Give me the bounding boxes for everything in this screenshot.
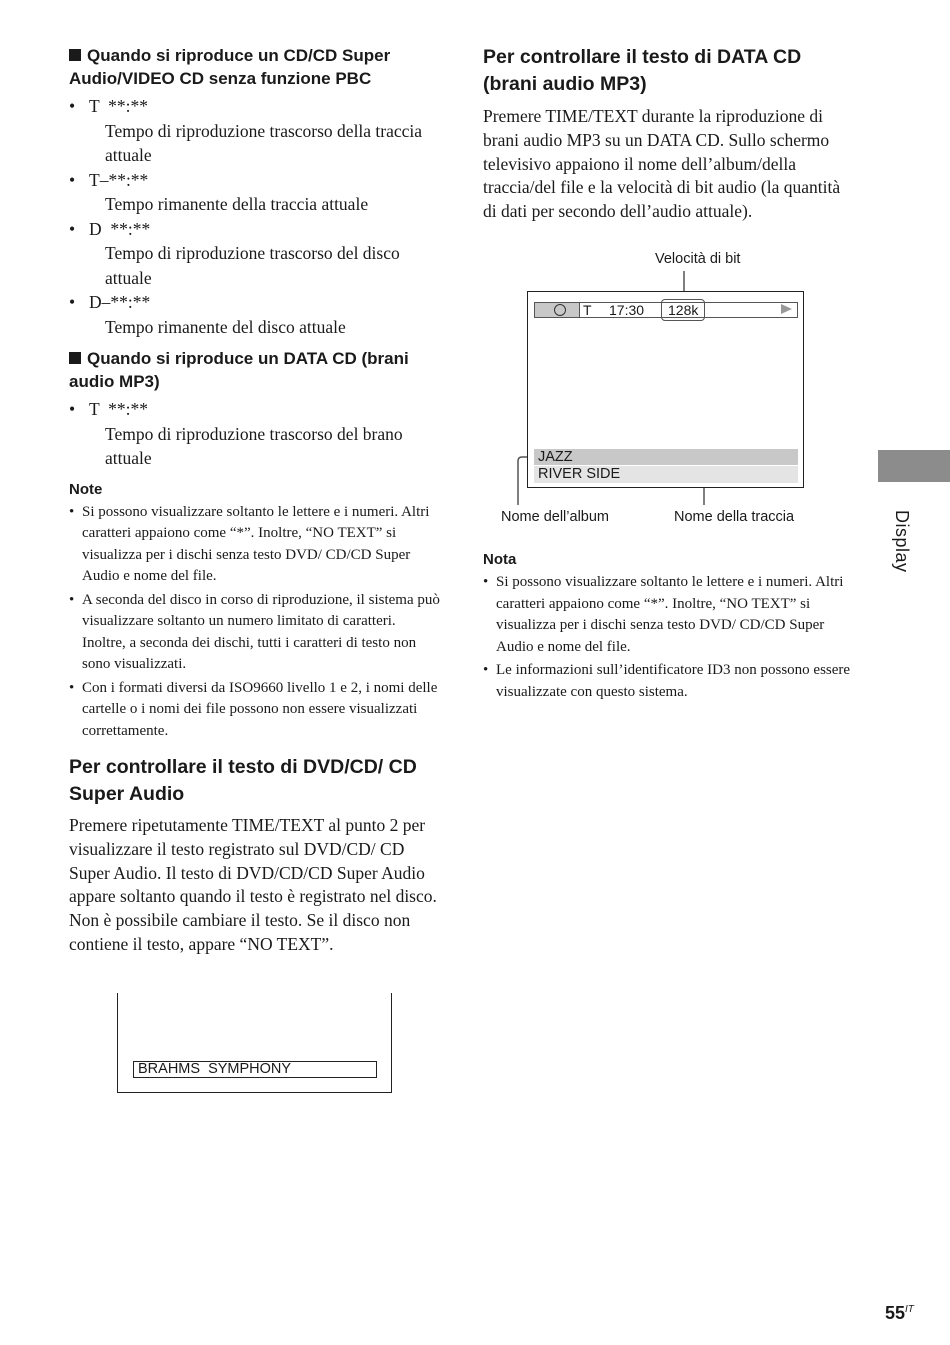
note-item: • Con i formati diversi da ISO9660 livello 1 e 2, i nomi delle cartelle o i nomi dei file possono non essere visualizzati correttamente.: [69, 678, 441, 743]
list-item: • T **:** Tempo di riproduzione trascorso della traccia attuale: [69, 94, 441, 168]
body-paragraph: Premere TIME/TEXT durante la riproduzione di brani audio MP3 su un DATA CD. Sullo schermo televisivo appaiono il nome dell’album/della traccia/del file e la velocità di bit audio (la quantità di dati per secondo dell’audio attuale).: [483, 106, 841, 222]
note-title: Note: [69, 480, 103, 498]
time-mode: T: [583, 302, 592, 318]
track-name: RIVER SIDE: [534, 466, 798, 483]
disc-clock-icon: [554, 304, 566, 316]
list-item: • T–**:** Tempo rimanente della traccia attuale: [69, 168, 441, 217]
album-label: Nome dell’album: [501, 509, 609, 525]
bitrate-highlight: [661, 299, 705, 321]
body-paragraph: Premere ripetutamente TIME/TEXT al punto 2 per visualizzare il testo registrato sul DVD/CD/ CD Super Audio. Il testo di DVD/CD/CD Super Audio appare soltanto quando il testo è registrato nel disco. Non è possibile cambiare il testo. Se il disco non contiene il testo, appare “NO TEXT”.: [69, 815, 437, 954]
play-icon: [781, 304, 792, 314]
track-info: [534, 449, 798, 483]
list-item: • D–**:** Tempo rimanente del disco attuale: [69, 290, 441, 339]
section-tab-label: Display: [892, 510, 912, 573]
section-title: Per controllare il testo di DATA CD (brani audio MP3): [483, 46, 802, 95]
note-item: • Si possono visualizzare soltanto le lettere e i numeri. Altri caratteri appaiono come “*”. Inoltre, “NO TEXT” si visualizza per i dischi senza testo DVD/ CD/CD Super Audio e nome del file.: [483, 572, 853, 658]
right-notes: [483, 551, 853, 705]
page-number: $55^{IT}$: [885, 1303, 914, 1323]
note-item: • A seconda del disco in corso di riproduzione, il sistema può visualizzare soltanto un numero limitato di caratteri. Inoltre, a seconda dei dischi, tutti i caratteri di testo non sono visualizzati.: [69, 590, 441, 676]
note-title: Nota: [483, 551, 517, 568]
language-suffix: IT: [905, 1304, 914, 1315]
list-item: • D **:** Tempo di riproduzione trascorso del disco attuale: [69, 217, 441, 291]
album-name: JAZZ: [534, 449, 798, 465]
section-heading: Quando si riproduce un DATA CD (brani audio MP3): [69, 349, 409, 391]
note-item: • Si possono visualizzare soltanto le lettere e i numeri. Altri caratteri appaiono come “*”. Inoltre, “NO TEXT” si visualizza per i dischi senza testo DVD/ CD/CD Super Audio e nome del file.: [69, 502, 441, 588]
list-item: • T **:** Tempo di riproduzione trascorso del brano attuale: [69, 397, 441, 471]
status-icon-box: [535, 303, 580, 317]
note-list: [483, 572, 853, 703]
bitrate-label: Velocità di bit: [655, 251, 741, 267]
tv-screen-illustration: [527, 291, 804, 488]
time-readout: 17:30: [609, 302, 645, 318]
track-label: Nome della traccia: [674, 509, 795, 525]
screen-text-field: BRAHMS SYMPHONY: [133, 1061, 377, 1078]
bitrate-readout: 128k: [668, 302, 699, 318]
section-tab-marker: [878, 450, 950, 482]
note-item: • Le informazioni sull’identificatore ID3 non possono essere visualizzate con questo sistema.: [483, 660, 853, 703]
section-title: Per controllare il testo di DVD/CD/ CD Super Audio: [69, 756, 417, 805]
section-heading: Quando si riproduce un CD/CD Super Audio/VIDEO CD senza funzione PBC: [69, 46, 391, 88]
